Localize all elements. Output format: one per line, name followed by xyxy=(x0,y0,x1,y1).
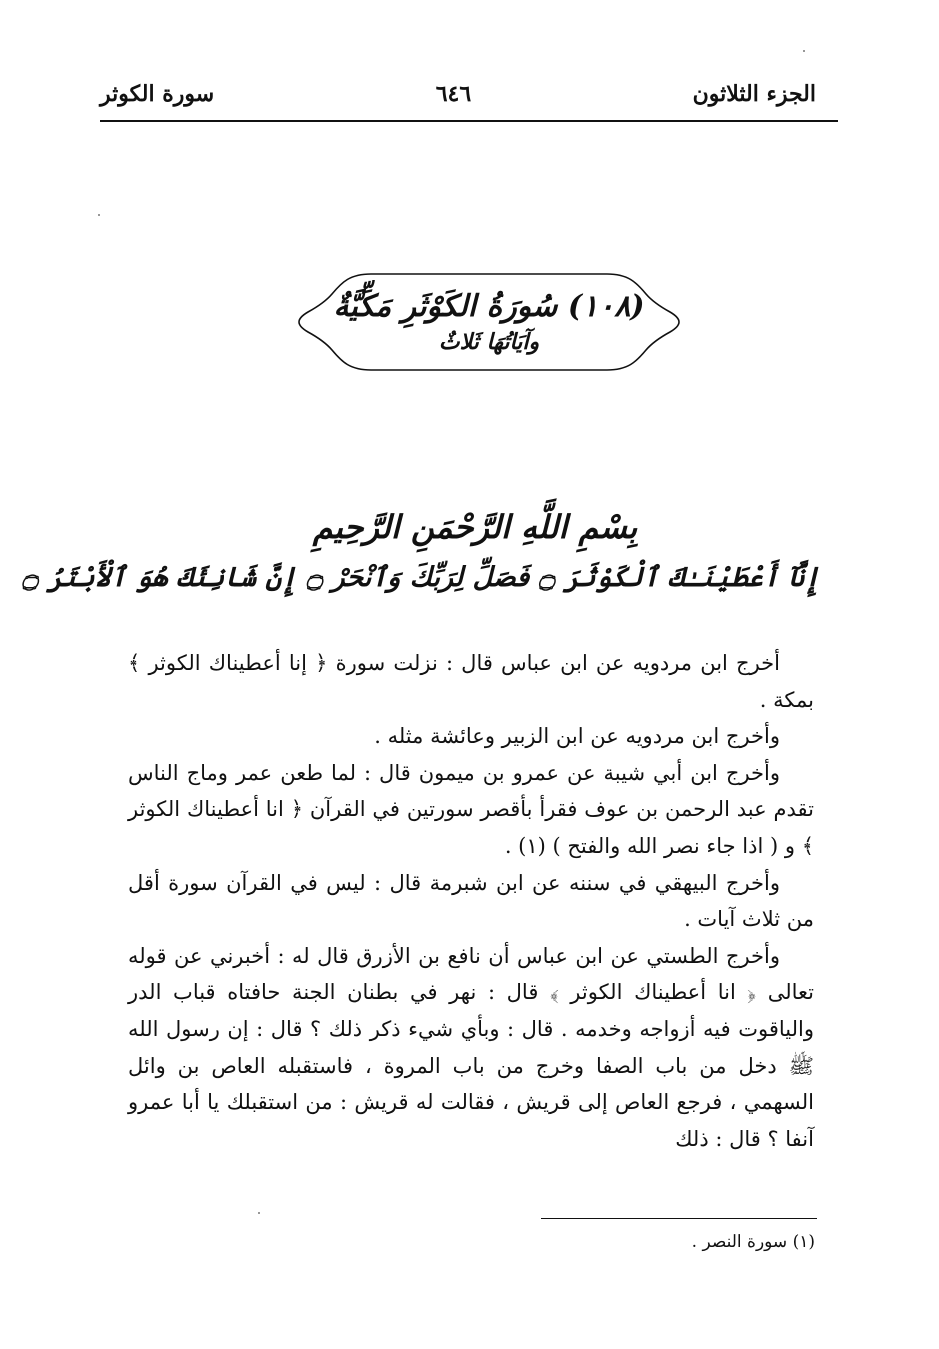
basmala: بِسْمِ اللَّهِ الرَّحْمَنِ الرَّحِيمِ xyxy=(312,508,638,546)
surah-label: سورة الكوثر xyxy=(100,81,215,107)
scan-speck xyxy=(258,1212,260,1214)
paragraph: وأخرج ابن أبي شيبة عن عمرو بن ميمون قال : لما طعن عمر وماج الناس تقدم عبد الرحمن بن عوف فقرأ بأقصر سورتين في القرآن ﴿ انا أعطيناك الكوثر ﴾ و ( اذا جاء نصر الله والفتح ) (١) . xyxy=(128,760,814,858)
header-rule xyxy=(100,120,838,122)
footnote-rule xyxy=(541,1218,817,1219)
verse-count: وآيَاتُهَا ثَلاثٌ xyxy=(438,329,540,355)
paragraph: وأخرج البيهقي في سننه عن ابن شبرمة قال : ليس في القرآن سورة أقل من ثلاث آيات . xyxy=(128,870,814,932)
surah-title: (١٠٨) سُورَةُ الكَوْثَرِ مَكِّيَّةٌ xyxy=(333,289,645,324)
scan-speck xyxy=(803,50,805,52)
paragraph: وأخرج الطستي عن ابن عباس أن نافع بن الأزرق قال له : أخبرني عن قوله تعالى ﴿ انا أعطيناك الكوثر ﴾ قال : نهر في بطنان الجنة حافتاه قباب الدر والياقوت فيه أزواجه وخدمه . قال : وبأي شيء ذكر ذلك ؟ قال : إن رسول الله ﷺ دخل من باب الصفا وخرج من باب المروة ، فاستقبله العاص بن وائل السهمي ، فرجع العاص إلى قريش ، فقالت له قريش : من استقبلك يا أبا عمرو آنفا ؟ قال : ذلك xyxy=(128,943,814,1151)
paragraph: وأخرج ابن مردويه عن ابن الزبير وعائشة مثله . xyxy=(374,724,780,749)
part-label: الجزء الثلاثون xyxy=(692,81,816,107)
running-header xyxy=(100,74,816,114)
commentary-text xyxy=(128,645,814,1157)
quran-verses: إِنَّآ أَعْطَيْنَـٰكَ ٱلْكَوْثَرَ ۝ فَصَلِّ لِرَبِّكَ وَٱنْحَرْ ۝ إِنَّ شَانِئَكَ هُوَ ٱلْأَبْتَرُ ۝ xyxy=(22,562,820,593)
scan-speck xyxy=(98,214,100,216)
paragraph: أخرج ابن مردويه عن ابن عباس قال : نزلت سورة ﴿ إنا أعطيناك الكوثر ﴾ بمكة . xyxy=(128,651,814,712)
surah-title-cartouche xyxy=(296,268,682,376)
footnote: (١) سورة النصر . xyxy=(691,1232,815,1252)
page-number: ٦٤٦ xyxy=(435,81,472,107)
